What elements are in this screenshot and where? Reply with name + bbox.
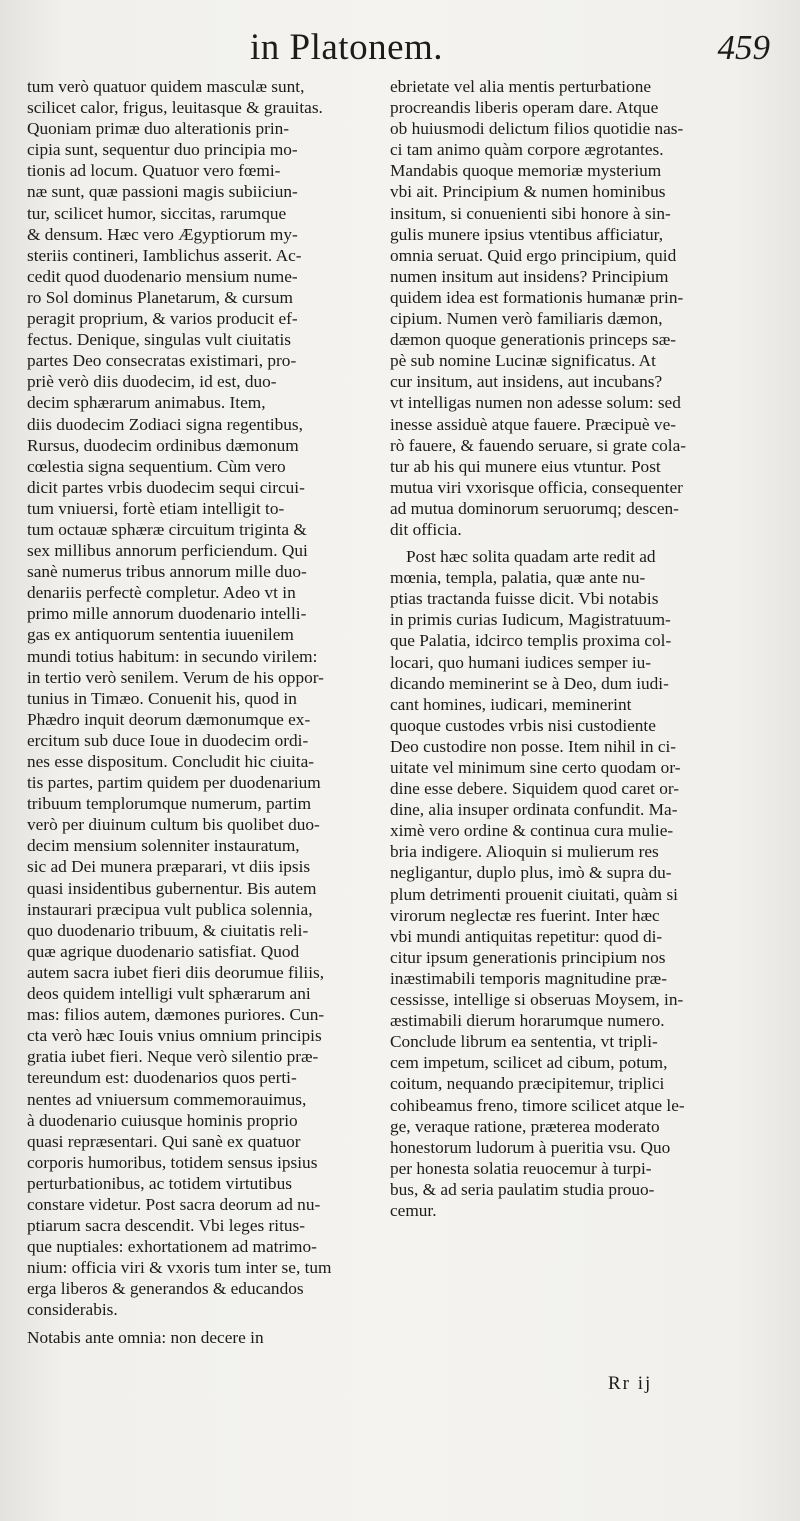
text-line: erga liberos & generandos & educandos xyxy=(27,1279,304,1299)
text-line: dit officia. xyxy=(390,519,462,539)
text-line: Deo custodire non posse. Item nihil in ci- xyxy=(390,736,677,756)
text-line: cessisse, intellige si obseruas Moysem, in- xyxy=(390,990,684,1010)
text-line: ob huiusmodi delictum filios quotidie nas- xyxy=(390,119,684,139)
text-line: per honesta solatia reuocemur à turpi- xyxy=(390,1158,652,1178)
text-line: nium: officia viri & vxoris tum inter se, tum xyxy=(27,1258,332,1278)
page-header xyxy=(0,22,800,74)
text-line: quæ agrique duodenario satisfiat. Quod xyxy=(27,941,300,961)
text-line: mutua viri vxorisque officia, consequenter xyxy=(390,477,683,497)
text-line: bus, & ad seria paulatim studia prouo- xyxy=(390,1179,655,1199)
text-line: inæstimabili temporis magnitudine præ- xyxy=(390,968,667,988)
text-line: locari, quo humani iudices semper iu- xyxy=(390,652,652,672)
text-line: mœnia, templa, palatia, quæ ante nu- xyxy=(390,568,646,588)
text-line: dicit partes vrbis duodecim sequi circui- xyxy=(27,477,305,497)
text-line: primo mille annorum duodenario intelli- xyxy=(27,604,307,624)
right-column xyxy=(390,76,770,1221)
text-line: næ sunt, quæ passioni magis subiiciun- xyxy=(27,182,298,202)
text-line: ebrietate vel alia mentis perturbatione xyxy=(390,77,652,96)
text-line: cta verò hæc Iouis vnius omnium principis xyxy=(27,1026,322,1046)
text-line: ro Sol dominus Planetarum, & cursum xyxy=(27,287,293,307)
left-column-text xyxy=(27,76,372,1321)
text-line: diis duodecim Zodiaci signa regentibus, xyxy=(27,414,303,434)
text-line: pè sub nomine Lucinæ significatus. At xyxy=(390,351,656,371)
text-line: cipia sunt, sequentur duo principia mo- xyxy=(27,140,298,160)
text-line: dine esse debere. Siquidem quod caret or- xyxy=(390,779,680,799)
text-line: plum detrimenti prouenit ciuitati, quàm si xyxy=(390,884,678,904)
text-line: cipium. Numen verò familiaris dæmon, xyxy=(390,309,663,329)
right-paragraph-1 xyxy=(390,76,770,540)
text-line: priè verò diis duodecim, id est, duo- xyxy=(27,372,277,392)
text-line: coitum, nequando præcipitemur, triplici xyxy=(390,1074,665,1094)
text-line: tum vniuersi, fortè etiam intelligit to- xyxy=(27,498,285,518)
text-line: quidem idea est formationis humanæ prin- xyxy=(390,287,684,307)
text-line: cant homines, iudicari, meminerint xyxy=(390,694,632,714)
text-line: bria indigere. Alioquin si mulierum res xyxy=(390,842,659,862)
text-line: vbi ait. Principium & numen hominibus xyxy=(390,182,666,202)
text-line: honestorum ludorum à pueritia vsu. Quo xyxy=(390,1137,671,1157)
text-line: mundi totius habitum: in secundo virilem: xyxy=(27,646,318,666)
text-line: ad mutua dominorum seruorumq; descen- xyxy=(390,498,679,518)
text-line: que nuptiales: exhortationem ad matrimo- xyxy=(27,1237,317,1257)
text-line: cohibeamus freno, timore scilicet atque le- xyxy=(390,1095,685,1115)
text-line: Conclude librum ea sententia, vt tripli- xyxy=(390,1032,658,1052)
text-line: sanè numerus tribus annorum mille duo- xyxy=(27,562,307,582)
text-line: Post hæc solita quadam arte redit ad xyxy=(406,547,656,567)
text-line: insitum, si conuenienti sibi honore à sin- xyxy=(390,203,671,223)
text-line: cur insitum, aut insidens, aut incubans? xyxy=(390,372,663,392)
text-line: que Palatia, idcirco templis proxima col- xyxy=(390,631,672,651)
text-line: & densum. Hæc vero Ægyptiorum my- xyxy=(27,224,298,244)
text-line: gulis munere ipsius vtentibus afficiatur, xyxy=(390,224,664,244)
text-line: sic ad Dei munera præparari, vt diis ipsis xyxy=(27,857,311,877)
text-line: in tertio verò senilem. Verum de his oppor- xyxy=(27,667,324,687)
text-line: quo duodenario tribuum, & ciuitatis reli- xyxy=(27,920,309,940)
text-line: ci tam animo quàm corpore ægrotantes. xyxy=(390,140,664,160)
text-line: æstimabili dierum horarumque numero. xyxy=(390,1011,665,1031)
page-number: 459 xyxy=(717,28,770,67)
text-line: ptiarum sacra descendit. Vbi leges ritus- xyxy=(27,1216,306,1236)
text-line: steriis contineri, Iamblichus asserit. Ac- xyxy=(27,245,302,265)
text-line: tum octauæ sphæræ circuitum triginta & xyxy=(27,519,307,539)
signature-mark: Rr ij xyxy=(608,1373,653,1394)
text-line: rò fauere, & fauendo seruare, si grate cola- xyxy=(390,435,687,455)
text-line: tur ab his qui munere eius vtuntur. Post xyxy=(390,456,661,476)
text-line: cedit quod duodenario mensium nume- xyxy=(27,266,298,286)
text-line: tribuum templorumque numerum, partim xyxy=(27,794,312,814)
text-line: partes Deo consecratas existimari, pro- xyxy=(27,351,297,371)
running-head: in Platonem. xyxy=(250,27,444,68)
text-line: verò per diuinum cultum bis quolibet duo- xyxy=(27,815,320,835)
text-line: vbi mundi antiquitas repetitur: quod di- xyxy=(390,926,663,946)
text-line: instaurari præcipua vult publica solennia, xyxy=(27,899,313,919)
text-line: cem impetum, scilicet ad cibum, potum, xyxy=(390,1053,668,1073)
text-line: tunius in Timæo. Conuenit his, quod in xyxy=(27,688,297,708)
text-line: ximè vero ordine & continua cura mulie- xyxy=(390,821,674,841)
text-line: Phædro inquit deorum dæmonumque ex- xyxy=(27,709,311,729)
right-paragraph-2 xyxy=(390,546,770,1221)
text-line: dicando meminerint se à Deo, dum iudi- xyxy=(390,673,669,693)
text-line: tereundum est: duodenarios quos perti- xyxy=(27,1068,297,1088)
text-line: inesse assiduè atque fauere. Præcipuè ve- xyxy=(390,414,676,434)
text-line: nentes ad vniuersum commemorauimus, xyxy=(27,1089,307,1109)
text-line: ptias tractanda fuisse dicit. Vbi notabis xyxy=(390,589,659,609)
text-line: cemur. xyxy=(390,1200,437,1220)
text-line: dine, alia insuper ordinata confundit. Ma- xyxy=(390,800,678,820)
text-line: virorum neglectæ res fuerint. Inter hæc xyxy=(390,905,660,925)
text-line: mas: filios autem, dæmones puriores. Cun- xyxy=(27,1005,325,1025)
text-line: fectus. Denique, singulas vult ciuitatis xyxy=(27,330,291,350)
text-line: decim mensium solenniter instauratum, xyxy=(27,836,300,856)
text-line: quasi insidentibus gubernentur. Bis autem xyxy=(27,878,317,898)
text-line: nes esse dispositum. Concludit hic ciuita- xyxy=(27,752,315,771)
text-line: procreandis liberis operam dare. Atque xyxy=(390,98,659,118)
text-line: autem sacra iubet fieri diis deorumue filiis, xyxy=(27,962,325,982)
left-column-last-line: Notabis ante omnia: non decere in xyxy=(27,1327,264,1347)
text-line: Quoniam primæ duo alterationis prin- xyxy=(27,119,290,139)
text-line: tionis ad locum. Quatuor vero fœmi- xyxy=(27,161,281,181)
text-line: peragit proprium, & varios producit ef- xyxy=(27,309,298,329)
text-line: negligantur, duplo plus, imò & supra du- xyxy=(390,863,672,883)
text-line: omnia seruat. Quid ergo principium, quid xyxy=(390,245,677,265)
text-line: Rursus, duodecim ordinibus dæmonum xyxy=(27,435,299,455)
text-line: vt intelligas numen non adesse solum: sed xyxy=(390,393,681,413)
text-line: in primis curias Iudicum, Magistratuum- xyxy=(390,610,671,630)
text-line: corporis humoribus, totidem sensus ipsius xyxy=(27,1152,318,1172)
text-line: cœlestia signa sequentium. Cùm vero xyxy=(27,456,286,476)
text-line: Mandabis quoque memoriæ mysterium xyxy=(390,161,662,181)
text-line: sex millibus annorum perficiendum. Qui xyxy=(27,541,308,561)
text-line: à duodenario cuiusque hominis proprio xyxy=(27,1110,298,1130)
text-line: deos quidem intelligi vult sphærarum ani xyxy=(27,984,311,1004)
text-line: scilicet calor, frigus, leuitasque & grauitas. xyxy=(27,98,323,118)
left-column xyxy=(27,76,372,1348)
text-line: denariis perfectè completur. Adeo vt in xyxy=(27,583,296,603)
text-line: considerabis. xyxy=(27,1300,118,1320)
text-line: quoque custodes vrbis nisi custodiente xyxy=(390,715,656,735)
text-line: constare videtur. Post sacra deorum ad nu- xyxy=(27,1194,321,1214)
text-line: ercitum sub duce Ioue in duodecim ordi- xyxy=(27,730,309,750)
text-line: ge, veraque ratione, præterea moderato xyxy=(390,1116,660,1136)
text-line: tum verò quatuor quidem masculæ sunt, xyxy=(27,77,305,96)
text-line: perturbationibus, ac totidem virtutibus xyxy=(27,1173,292,1193)
text-line: dæmon quoque generationis princeps sæ- xyxy=(390,330,677,350)
text-line: quasi repræsentari. Qui sanè ex quatuor xyxy=(27,1131,301,1151)
text-line: tur, scilicet humor, siccitas, rarumque xyxy=(27,203,287,223)
text-line: tis partes, partim quidem per duodenarium xyxy=(27,773,321,793)
text-line: decim sphærarum animabus. Item, xyxy=(27,393,266,413)
text-line: numen insitum aut insidens? Principium xyxy=(390,266,669,286)
text-line: citur ipsum generationis principium nos xyxy=(390,947,666,967)
text-line: uitate vel minimum sine certo quodam or- xyxy=(390,758,681,777)
text-line: gas ex antiquorum sententia iuuenilem xyxy=(27,625,294,645)
text-line: gratia iubet fieri. Neque verò silentio præ- xyxy=(27,1047,319,1067)
